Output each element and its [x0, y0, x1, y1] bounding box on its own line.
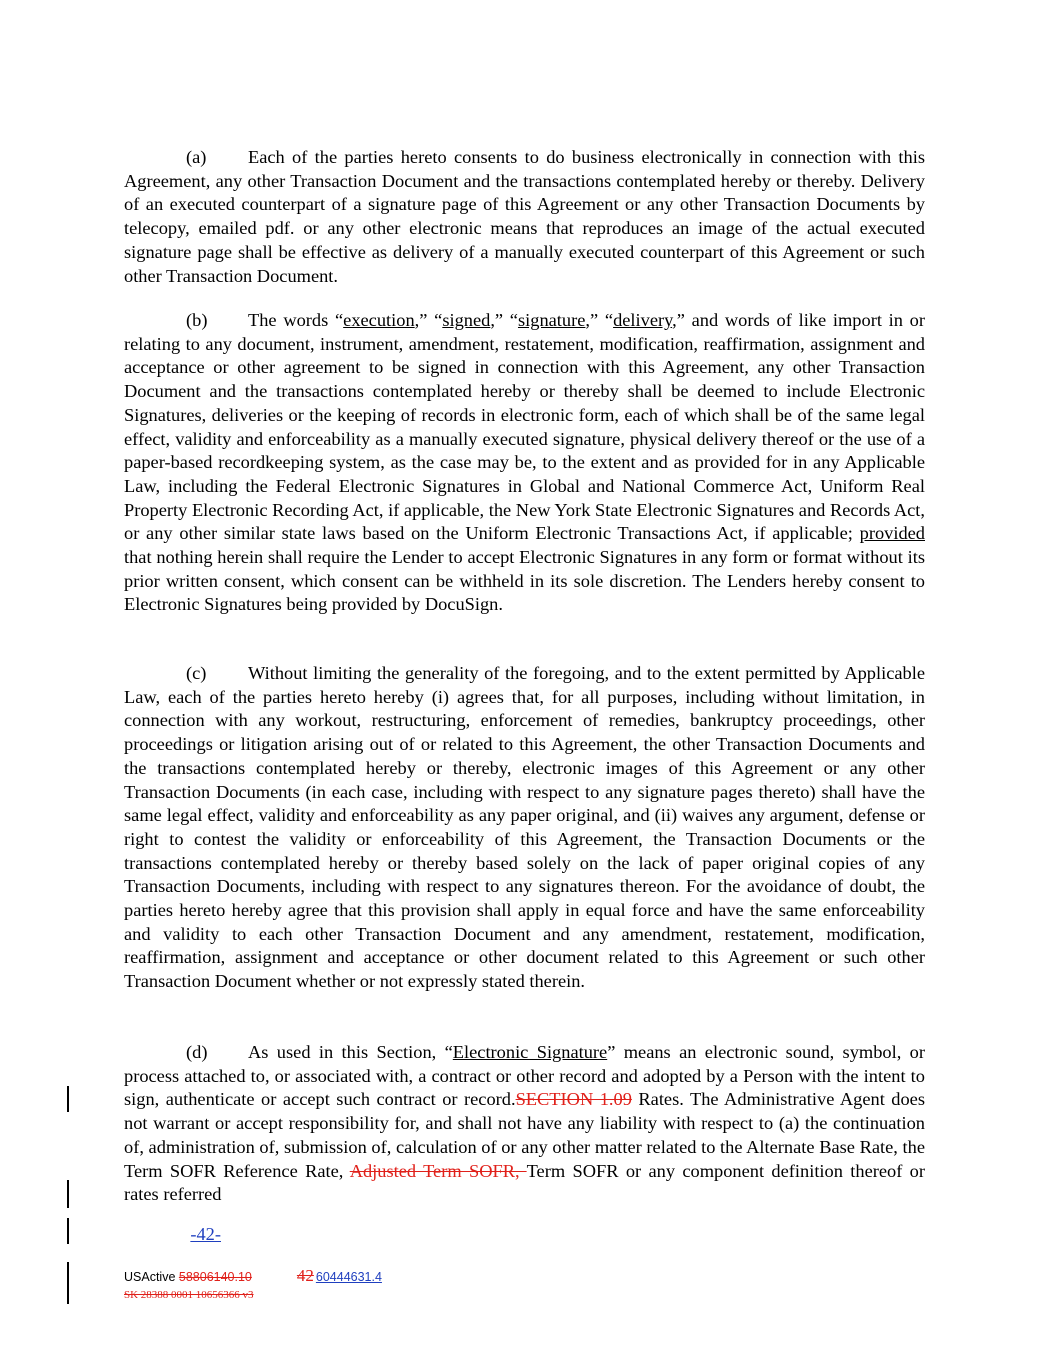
paragraph-c-text: Without limiting the generality of the foregoing, and to the extent permitted by Applicable Law, each of the parties hereto hereby (i) agrees that, for all purposes, including without limitation, in connection with any workout, restructuring, enforcement of remedies, bankruptcy proceedings, other proceedings or litigation arising out of or related to this Agreement, the other Transaction Documents and the transactions contemplated hereby or thereby, electronic images of this Agreement or any other Transaction Documents (in each case, including with respect to any signature pages thereto) shall have the same legal effect, validity and enforceability as any paper original, and (ii) waives any argument, defense or right to contest the validity or enforceability of this Agreement, the Transaction Documents or the transactions contemplated hereby or thereby based solely on the lack of paper original copies of any Transaction Documents, including with respect to any signatures thereon. For the avoidance of doubt, the parties hereto hereby agree that this provision shall apply in equal force and have the same enforceability and validity to each other Transaction Document and any amendment, restatement, modification, reaffirmation, assignment and acceptance or other document related to this Agreement or such other Transaction Document whether or not expressly stated therein. [124, 663, 925, 992]
paragraph-d-text: ” means an electronic sound, symbol, or process attached to, or associated with, a contract or other record and adopted by a Person with the intent to sign, authenticate or accept such contract or record. [124, 1042, 925, 1110]
paragraph-b-text: ,” and words of like import in or relating to any document, instrument, amendment, restatement, modification, reaffirmation, assignment and acceptance or other agreement to be signed in connection with this Agreement, any other Transaction Document and the transactions contemplated hereby or thereby shall be deemed to include Electronic Signatures, deliveries or the keeping of records in electronic form, each of which shall be of the same legal effect, validity and enforceability as a manually executed signature, physical delivery thereof or the use of a paper-based recordkeeping system, as the case may be, to the extent and as provided for in any Applicable Law, including the Federal Electronic Signatures in Global and National Commerce Act, Uniform Real Property Electronic Recording Act, if applicable, the New York State Electronic Signatures and Records Act, or any other similar state laws based on the Uniform Electronic Transactions Act, if applicable; [124, 310, 926, 544]
deleted-text: SECTION 1.09 [515, 1089, 632, 1110]
paragraph-d-label: (d) [186, 1042, 208, 1062]
page-number: -42- [190, 1224, 221, 1244]
footer-old-doc-id: 58806140.10 [178, 1270, 252, 1284]
paragraph-c-label: (c) [186, 663, 207, 683]
defined-term-signed: signed [442, 310, 491, 330]
defined-term-electronic-signature: Electronic Signature [452, 1042, 608, 1062]
defined-term-execution: execution [343, 310, 415, 330]
paragraph-b [124, 309, 925, 617]
change-bar [67, 1086, 69, 1112]
change-bar [67, 1218, 69, 1244]
paragraph-d-text: Term SOFR or any component definition thereof or rates referred [124, 1160, 925, 1205]
footer-prefix: USActive [124, 1270, 179, 1284]
paragraph-c [124, 662, 925, 994]
footer-sk-id [124, 1288, 254, 1302]
change-bar [67, 1180, 69, 1208]
paragraph-b-label: (b) [186, 310, 208, 330]
paragraph-b-text: The words “ [248, 310, 344, 330]
paragraph-d-text: As used in this Section, “ [248, 1042, 453, 1062]
defined-term-signature: signature [517, 310, 586, 330]
paragraph-b-text: that nothing herein shall require the Lender to accept Electronic Signatures in any form or format without its prior written consent, which consent can be withheld in its sole discretion. The Lenders hereby consent to Electronic Signatures being provided by DocuSign. [124, 547, 925, 615]
paragraph-a-text: Each of the parties hereto consents to do business electronically in connection with this Agreement, any other Transaction Document and the transactions contemplated hereby or thereby. Delivery of an executed counterpart of a signature page of this Agreement or any other Transaction Documents by telecopy, emailed pdf. or any other electronic means that reproduces an image of the actual executed signature page shall be effective as delivery of a manually executed counterpart of this Agreement or such other Transaction Document. [124, 147, 925, 286]
paragraph-d [124, 1041, 925, 1207]
deleted-text: Adjusted Term SOFR, [349, 1160, 527, 1181]
paragraph-b-text: ,” “ [414, 310, 443, 330]
change-bar [67, 1262, 69, 1304]
defined-term-provided: provided [859, 523, 925, 544]
paragraph-a [124, 146, 925, 288]
footer-new-doc-id: 60444631.4 [315, 1270, 382, 1284]
footer-old-sk-id: SK 28388 0001 10656366 v3 [124, 1289, 254, 1301]
footer-doc-id [124, 1268, 382, 1285]
paragraph-a-label: (a) [186, 147, 207, 167]
footer-old-page: 42 [296, 1266, 314, 1285]
paragraph-b-text: ,” “ [585, 310, 614, 330]
defined-term-delivery: delivery [613, 310, 673, 330]
paragraph-d-text: Rates. The Administrative Agent does not warrant or accept responsibility for, and shall not have any liability with respect to (a) the continuation of, administration of, submission of, calculation of or any other matter related to the Alternate Base Rate, the Term SOFR Reference Rate, [124, 1089, 925, 1181]
paragraph-b-text: ,” “ [490, 310, 518, 330]
